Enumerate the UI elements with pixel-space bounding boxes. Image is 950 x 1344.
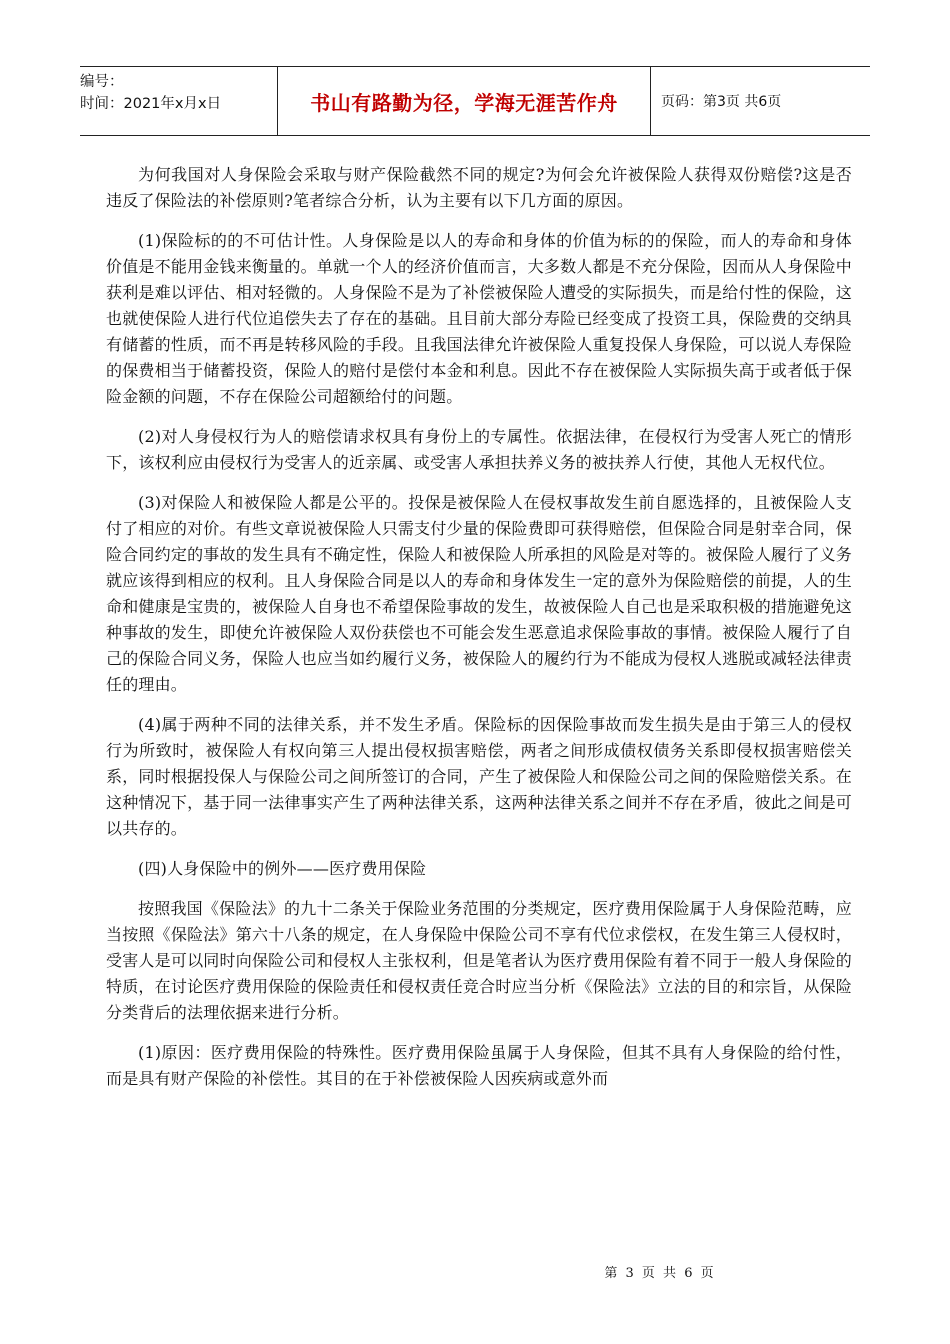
- paragraph-point-1: (1)保险标的的不可估计性。人身保险是以人的寿命和身体的价值为标的的保险，而人的寿命和身体价值是不能用金钱来衡量的。单就一个人的经济价值而言，大多数人都是不充分保险，因而从人身保险中获利是难以评估、相对轻微的。人身保险不是为了补偿被保险人遭受的实际损失，而是给付性的保险，这也就使保险人进行代位追偿失去了存在的基础。且目前大部分寿险已经变成了投资工具，保险费的交纳具有储蓄的性质，而不再是转移风险的手段。且我国法律允许被保险人重复投保人身保险，可以说人寿保险的保费相当于储蓄投资，保险人的赔付是偿付本金和利息。因此不存在被保险人实际损失高于或者低于保险金额的问题，不存在保险公司超额给付的问题。: [106, 231, 852, 406]
- document-date-label: 时间：2021年x月x日: [80, 96, 222, 112]
- paragraph-point-4: (4)属于两种不同的法律关系，并不发生矛盾。保险标的因保险事故而发生损失是由于第三人的侵权行为所致时，被保险人有权向第三人提出侵权损害赔偿，两者之间形成债权债务关系即侵权损害赔偿关系，同时根据投保人与保险公司之间所签订的合同，产生了被保险人和保险公司之间的保险赔偿关系。在这种情况下，基于同一法律事实产生了两种法律关系，这两种法律关系之间并不存在矛盾，彼此之间是可以共存的。: [106, 715, 852, 838]
- page-header: [80, 66, 870, 136]
- header-motto: 书山有路勤为径，学海无涯苦作舟: [278, 67, 651, 135]
- section-heading: (四)人身保险中的例外——医疗费用保险: [138, 859, 427, 878]
- header-info-cell: [80, 67, 278, 135]
- header-page-number: 页码：第3页 共6页: [661, 94, 782, 110]
- paragraph-intro: 为何我国对人身保险会采取与财产保险截然不同的规定?为何会允许被保险人获得双份赔偿?这是否违反了保险法的补偿原则?笔者综合分析，认为主要有以下几方面的原因。: [106, 165, 852, 210]
- paragraph-reason-1: (1)原因：医疗费用保险的特殊性。医疗费用保险虽属于人身保险，但其不具有人身保险的给付性，而是具有财产保险的补偿性。其目的在于补偿被保险人因疾病或意外而: [106, 1043, 852, 1088]
- paragraph-point-3: (3)对保险人和被保险人都是公平的。投保是被保险人在侵权事故发生前自愿选择的，且被保险人支付了相应的对价。有些文章说被保险人只需支付少量的保险费即可获得赔偿，但保险合同是射幸合同，保险合同约定的事故的发生具有不确定性，保险人和被保险人所承担的风险是对等的。被保险人履行了义务就应该得到相应的权利。且人身保险合同是以人的寿命和身体发生一定的意外为保险赔偿的前提，人的生命和健康是宝贵的，被保险人自身也不希望保险事故的发生，故被保险人自己也是采取积极的措施避免这种事故的发生，即使允许被保险人双份获偿也不可能会发生恶意追求保险事故的事情。被保险人履行了自己的保险合同义务，保险人也应当如约履行义务，被保险人的履约行为不能成为侵权人逃脱或减轻法律责任的理由。: [106, 493, 852, 694]
- document-number-label: 编号：: [80, 74, 124, 90]
- page-footer: 第 3 页 共 6 页: [604, 1266, 716, 1281]
- paragraph-medical-insurance: 按照我国《保险法》的九十二条关于保险业务范围的分类规定，医疗费用保险属于人身保险范畴，应当按照《保险法》第六十八条的规定，在人身保险中保险公司不享有代位求偿权，在发生第三人侵权时，受害人是可以同时向保险公司和侵权人主张权利，但是笔者认为医疗费用保险有着不同于一般人身保险的特质，在讨论医疗费用保险的保险责任和侵权责任竞合时应当分析《保险法》立法的目的和宗旨，从保险分类背后的法理依据来进行分析。: [106, 899, 852, 1022]
- document-body: [106, 162, 852, 1106]
- paragraph-point-2: (2)对人身侵权行为人的赔偿请求权具有身份上的专属性。依据法律，在侵权行为受害人死亡的情形下，该权利应由侵权行为受害人的近亲属、或受害人承担扶养义务的被扶养人行使，其他人无权代位。: [106, 427, 852, 472]
